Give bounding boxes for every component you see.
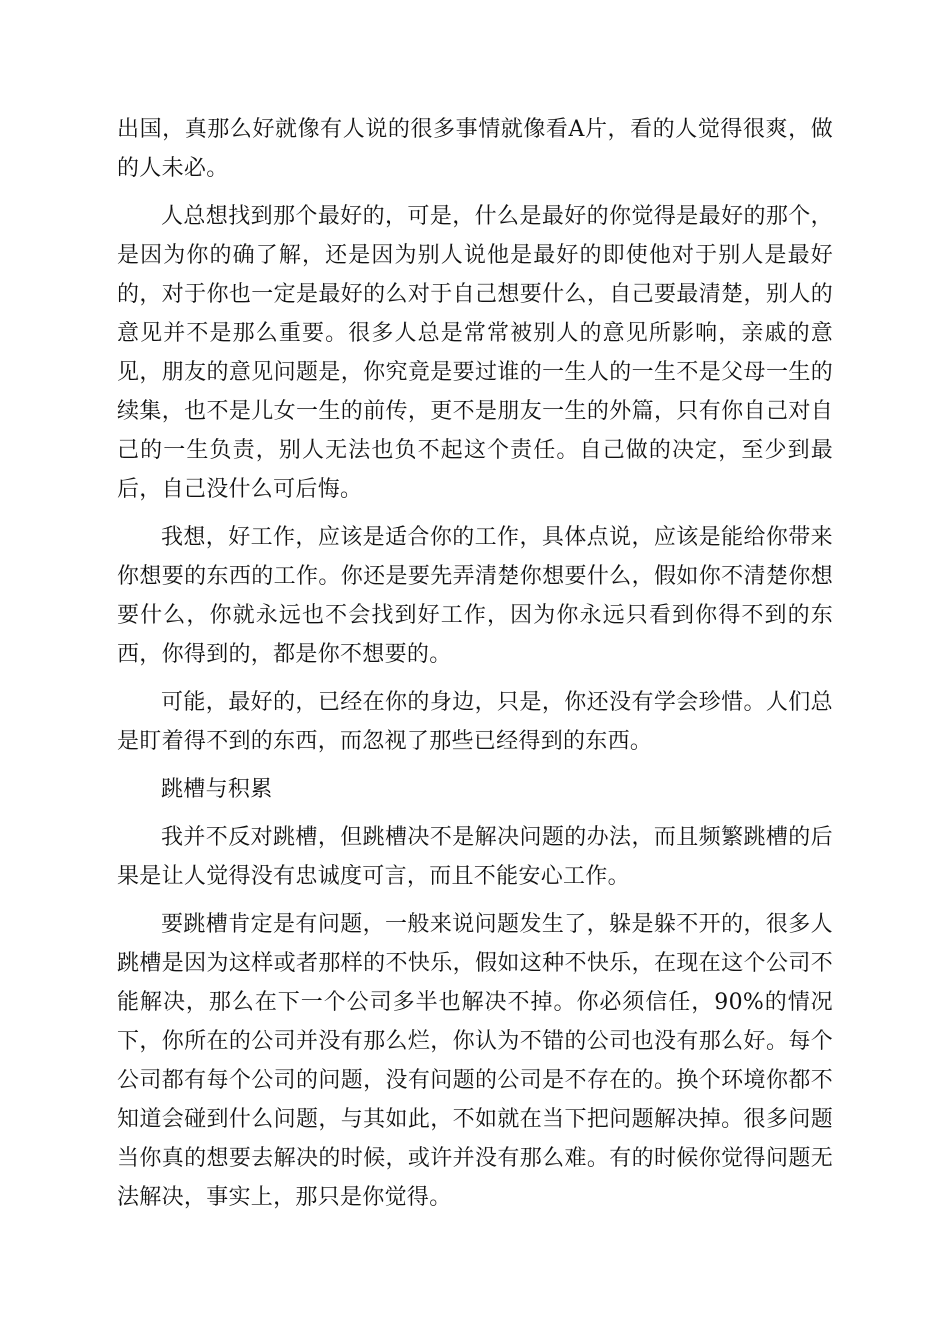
document-body (117, 110, 833, 1226)
paragraph-best-choice: 人总想找到那个最好的，可是，什么是最好的你觉得是最好的那个，是因为你的确了解，还是因为别人说他是最好的即使他对于别人是最好的，对于你也一定是最好的么对于自己想要什么，自己要最清楚，别人的意见并不是那么重要。很多人总是常常被别人的意见所影响，亲戚的意见，朋友的意见问题是，你究竟是要过谁的一生人的一生不是父母一生的续集，也不是儿女一生的前传，更不是朋友一生的外篇，只有你自己对自己的一生负责，别人无法也负不起这个责任。自己做的决定，至少到最后，自己没什么可后悔。 (117, 204, 833, 502)
paragraph-solve-problems: 要跳槽肯定是有问题，一般来说问题发生了，躲是躲不开的，很多人跳槽是因为这样或者那样的不快乐，假如这种不快乐，在现在这个公司不能解决，那么在下一个公司多半也解决不掉。你必须信任，90%的情况下，你所在的公司并没有那么烂，你认为不错的公司也没有那么好。每个公司都有每个公司的问题，没有问题的公司是不存在的。换个环境你都不知道会碰到什么问题，与其如此，不如就在当下把问题解决掉。很多问题当你真的想要去解决的时候，或许并没有那么难。有的时候你觉得问题无法解决，事实上，那只是你觉得。 (117, 912, 833, 1210)
paragraph-abroad: 出国，真那么好就像有人说的很多事情就像看A片，看的人觉得很爽，做的人未必。 (117, 117, 833, 181)
section-heading-job-hopping: 跳槽与积累 (161, 777, 273, 802)
paragraph-cherish: 可能，最好的，已经在你的身边，只是，你还没有学会珍惜。人们总是盯着得不到的东西，而忽视了那些已经得到的东西。 (117, 690, 833, 754)
paragraph-good-job: 我想，好工作，应该是适合你的工作，具体点说，应该是能给你带来你想要的东西的工作。你还是要先弄清楚你想要什么，假如你不清楚你想要什么，你就永远也不会找到好工作，因为你永远只看到你得不到的东西，你得到的，都是你不想要的。 (117, 525, 833, 667)
paragraph-against-hopping: 我并不反对跳槽，但跳槽决不是解决问题的办法，而且频繁跳槽的后果是让人觉得没有忠诚度可言，而且不能安心工作。 (117, 825, 833, 889)
